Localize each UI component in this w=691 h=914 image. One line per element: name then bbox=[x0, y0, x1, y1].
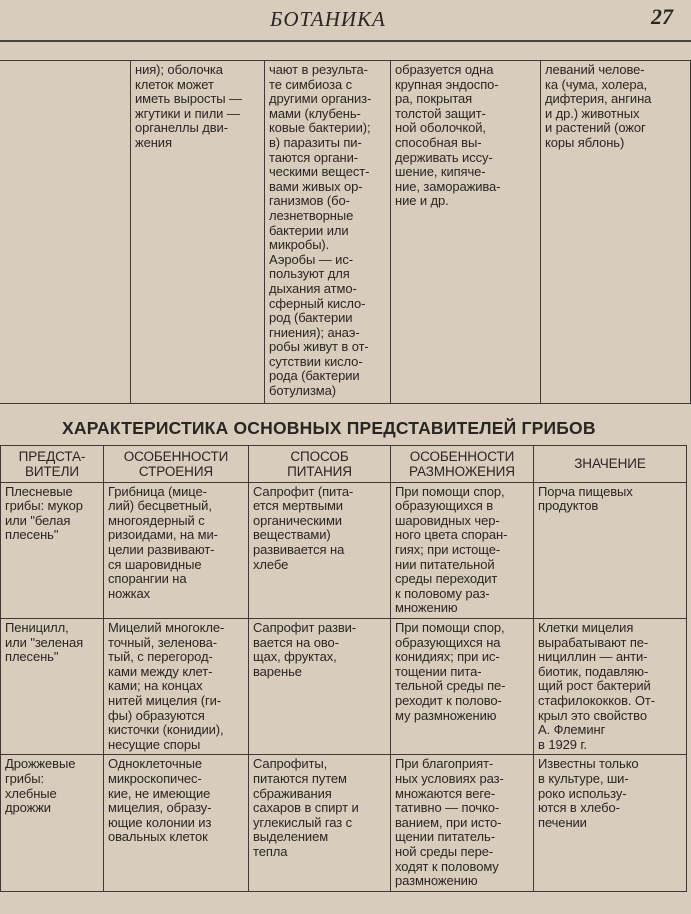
table-header-row bbox=[1, 445, 687, 482]
table-cell: Сапрофит разви- вается на ово- щах, фруктах, варенье bbox=[249, 619, 391, 755]
column-header: ОСОБЕННОСТИ РАЗМНОЖЕНИЯ bbox=[391, 445, 534, 482]
column-header: СПОСОБ ПИТАНИЯ bbox=[249, 445, 391, 482]
table-cell: ния); оболочка клеток может иметь выросты — жгутики и пили — органеллы дви- жения bbox=[131, 61, 265, 404]
table-row bbox=[1, 482, 687, 618]
column-header: ЗНАЧЕНИЕ bbox=[534, 445, 687, 482]
table-cell: Пеницилл, или "зеленая плесень" bbox=[1, 619, 104, 755]
table-cell: Одноклеточные микроскопичес- кие, не имеющие мицелия, образу- ющие колонии из овальных клеток bbox=[104, 755, 249, 891]
table-cell: Плесневые грибы: мукор или "белая плесень" bbox=[1, 482, 104, 618]
table-cell: образуется одна крупная эндоспо- ра, покрытая толстой защит- ной оболочкой, способная вы- держивать иссу- шение, кипяче- ние, заморажива- ние и др. bbox=[391, 61, 541, 404]
table-cell: Грибница (мице- лий) бесцветный, многоядерный с ризоидами, на ми- целии развивают- ся шаровидные спорангии на ножках bbox=[104, 482, 249, 618]
section-title: ХАРАКТЕРИСТИКА ОСНОВНЫХ ПРЕДСТАВИТЕЛЕЙ ГРИБОВ bbox=[62, 417, 596, 438]
page-number: 27 bbox=[651, 4, 673, 29]
table-row bbox=[1, 755, 687, 891]
table-cell: При помощи спор, образующихся на конидиях; при ис- тощении пита- тельной среды пе- реходит к полово- му размножению bbox=[391, 619, 534, 755]
bacteria-table-continuation bbox=[0, 60, 691, 404]
table-cell: леваний челове- ка (чума, холера, дифтерия, ангина и др.) животных и растений (ожог коры яблонь) bbox=[541, 61, 691, 404]
table-row bbox=[0, 61, 691, 404]
fungi-table bbox=[0, 445, 687, 892]
table-cell: Клетки мицелия вырабатывают пе- нициллин — анти- биотик, подавляю- щий рост бактерий стафилококков. От- крыл это свойство А. Флеминг в 1929 г. bbox=[534, 619, 687, 755]
table-cell: Порча пищевых продуктов bbox=[534, 482, 687, 618]
table-cell: чают в результа- те симбиоза с другими организ- мами (клубень- ковые бактерии); в) паразиты пи- таются органи- ческими вещест- вами живых ор- ганизмов (бо- лезнетворные бактерии или микробы). Аэробы — ис- пользуют для дыхания атмо- сферный кисло- род (бактерии гниения); анаэ- робы живут в от- сутствии кисло- рода (бактерии ботулизма) bbox=[265, 61, 391, 404]
page-header bbox=[0, 0, 691, 44]
column-header: ОСОБЕННОСТИ СТРОЕНИЯ bbox=[104, 445, 249, 482]
table-cell: При помощи спор, образующихся в шаровидных чер- ного цвета споран- гиях; при истоще- нии питательной среды переходит к половому раз- множению bbox=[391, 482, 534, 618]
column-header: ПРЕДСТА- ВИТЕЛИ bbox=[1, 445, 104, 482]
table-cell: Известны только в культуре, ши- роко использу- ются в хлебо- печении bbox=[534, 755, 687, 891]
running-header: БОТАНИКА bbox=[270, 7, 386, 31]
table-cell: Сапрофит (пита- ется мертвыми органическими веществами) развивается на хлебе bbox=[249, 482, 391, 618]
header-rule bbox=[0, 40, 691, 42]
table-cell bbox=[0, 61, 131, 404]
table-cell: При благоприят- ных условиях раз- множаются веге- тативно — почко- ванием, при исто- щении питатель- ной среды пере- ходят к половому размножению bbox=[391, 755, 534, 891]
table-cell: Мицелий многокле- точный, зеленова- тый, с перегород- ками между клет- ками; на концах нитей мицелия (ги- фы) образуются кисточки (конидии), несущие споры bbox=[104, 619, 249, 755]
table-row bbox=[1, 619, 687, 755]
table-cell: Сапрофиты, питаются путем сбраживания сахаров в спирт и углекислый газ с выделением тепла bbox=[249, 755, 391, 891]
table-cell: Дрожжевые грибы: хлебные дрожжи bbox=[1, 755, 104, 891]
